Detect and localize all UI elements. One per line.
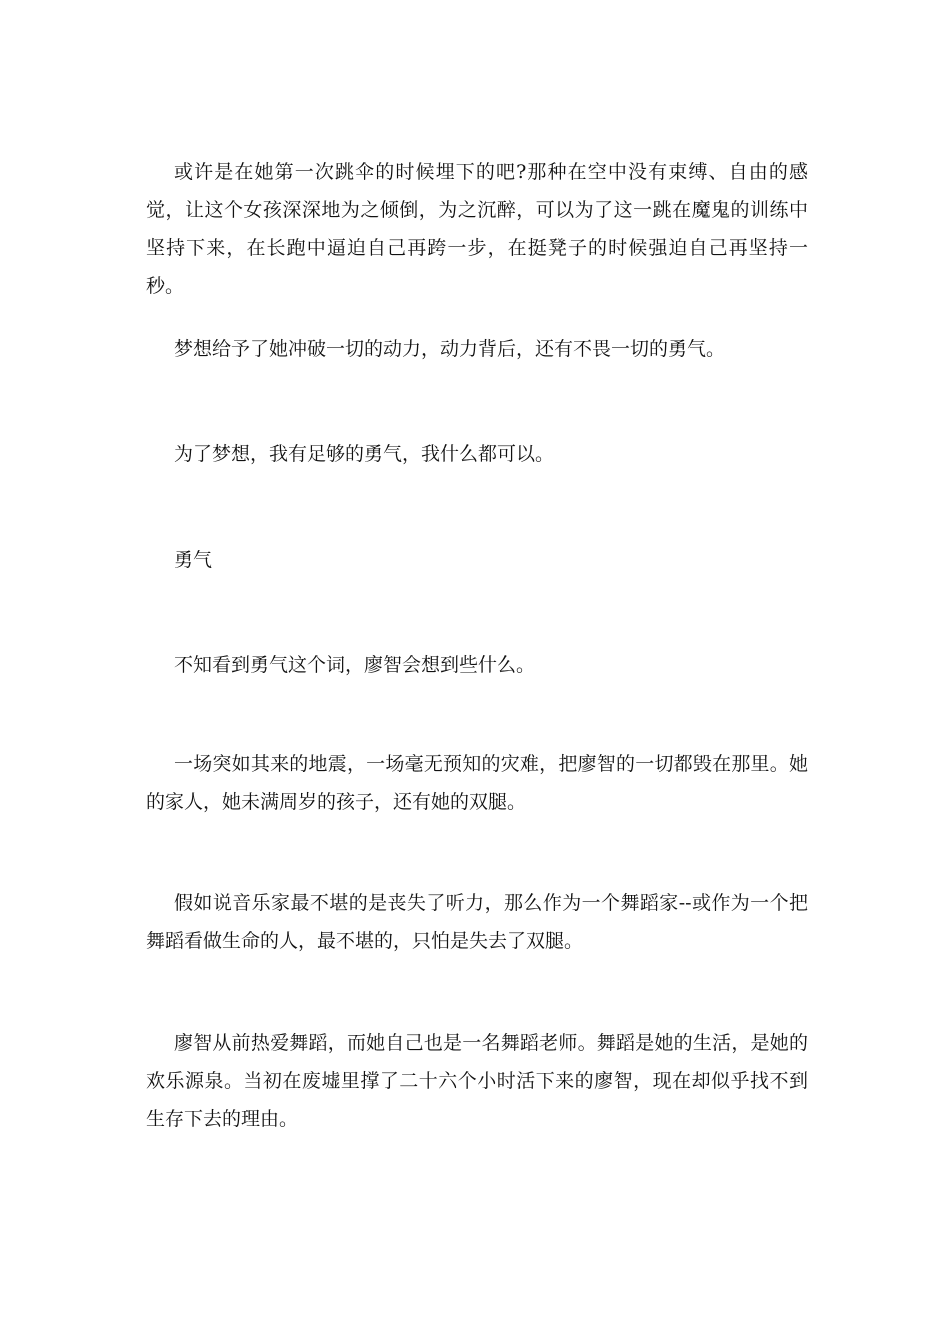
paragraph: 假如说音乐家最不堪的是丧失了听力，那么作为一个舞蹈家--或作为一个把舞蹈看做生命的人，最不堪的，只怕是失去了双腿。 [146,892,808,952]
paragraph: 为了梦想，我有足够的勇气，我什么都可以。 [174,443,555,465]
paragraph: 不知看到勇气这个词，廖智会想到些什么。 [174,654,536,676]
section-heading: 勇气 [174,549,213,571]
paragraph: 梦想给予了她冲破一切的动力，动力背后，还有不畏一切的勇气。 [174,338,726,360]
paragraph: 或许是在她第一次跳伞的时候埋下的吧?那种在空中没有束缚、自由的感觉，让这个女孩深深地为之倾倒，为之沉醉，可以为了这一跳在魔鬼的训练中坚持下来，在长跑中逼迫自己再跨一步，在挺凳子的时候强迫自己再坚持一秒。 [146,161,808,297]
paragraph: 一场突如其来的地震，一场毫无预知的灾难，把廖智的一切都毁在那里。她的家人，她未满周岁的孩子，还有她的双腿。 [146,753,808,813]
paragraph: 廖智从前热爱舞蹈，而她自己也是一名舞蹈老师。舞蹈是她的生活，是她的欢乐源泉。当初在废墟里撑了二十六个小时活下来的廖智，现在却似乎找不到生存下去的理由。 [146,1032,808,1130]
